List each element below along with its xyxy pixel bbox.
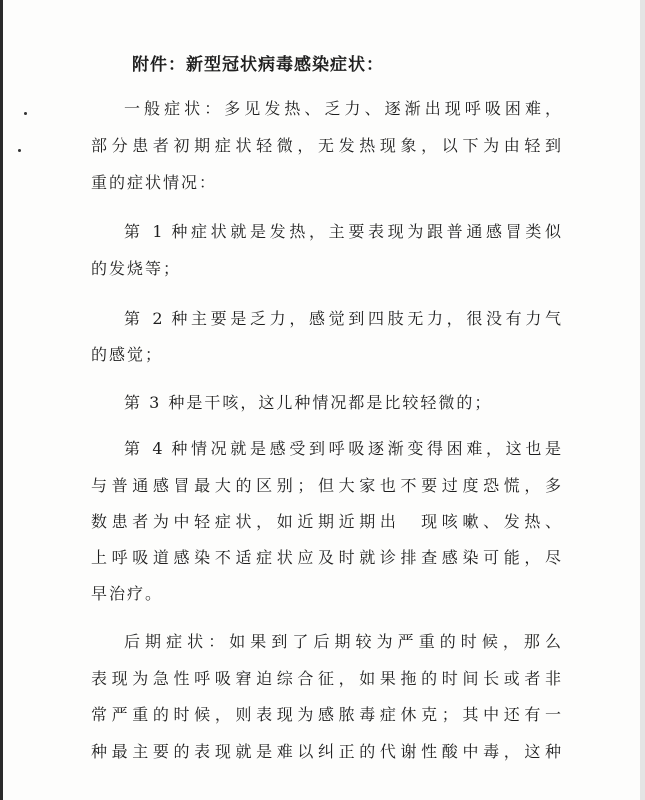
paragraph-line: 第 2 种主要是乏力，感觉到四肢无力，很没有力气 — [124, 309, 561, 328]
paragraph-line: 的发烧等； — [91, 259, 182, 278]
paragraph-line: 数患者为中轻症状，如近期近期出 现咳嗽、发热、 — [91, 512, 561, 531]
scan-edge-right — [640, 0, 645, 800]
scan-speck — [24, 112, 27, 115]
paragraph-line: 第 4 种情况就是感受到呼吸逐渐变得困难，这也是 — [124, 439, 561, 458]
paragraph-line: 重的症状情况： — [91, 173, 218, 192]
paragraph-line: 上呼吸道感染不适症状应及时就诊排查感染可能，尽 — [91, 548, 561, 567]
document-title: 附件：新型冠状病毒感染症状： — [132, 55, 384, 75]
scan-speck — [18, 149, 21, 152]
paragraph-line: 第 3 种是干咳，这儿种情况都是比较轻微的； — [124, 393, 493, 412]
paragraph-line: 与普通感冒最大的区别；但大家也不要过度恐慌，多 — [91, 476, 561, 495]
paragraph-line: 表现为急性呼吸窘迫综合征，如果拖的时间长或者非 — [91, 669, 561, 688]
paragraph-line: 一般症状：多见发热、乏力、逐渐出现呼吸困难， — [124, 99, 561, 118]
paragraph-line: 的感觉； — [91, 345, 164, 364]
paragraph-line: 种最主要的表现就是难以纠正的代谢性酸中毒，这种 — [91, 742, 561, 761]
paragraph-line: 后期症状：如果到了后期较为严重的时候，那么 — [124, 632, 561, 651]
scan-edge-left — [0, 0, 3, 800]
paragraph-line: 第 1 种症状就是发热，主要表现为跟普通感冒类似 — [124, 222, 561, 241]
paragraph-line: 常严重的时候，则表现为感脓毒症休克；其中还有一 — [91, 705, 561, 724]
paragraph-line: 早治疗。 — [91, 584, 164, 603]
paragraph-line: 部分患者初期症状轻微，无发热现象，以下为由轻到 — [91, 136, 561, 155]
